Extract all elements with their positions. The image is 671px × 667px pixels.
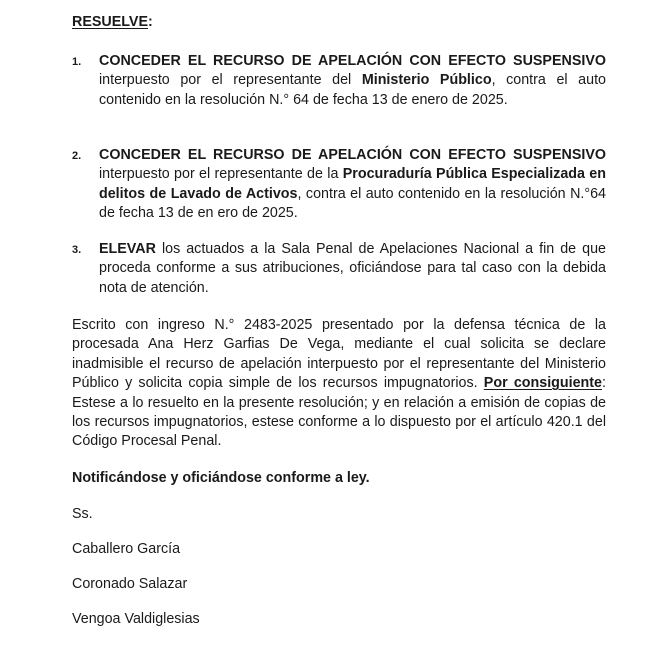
item-body — [99, 146, 606, 224]
item-body — [99, 52, 606, 110]
item-number: 2. — [72, 150, 82, 162]
item-text: los actuados a la Sala Penal de Apelaciones Nacional a fin de que proceda conforme a sus atribuciones, oficiándose para tal caso con la debida nota de atención. — [99, 241, 606, 296]
item-bold-lead: ELEVAR — [99, 241, 156, 257]
resuelve-colon: : — [148, 14, 153, 30]
signatory: Coronado Salazar — [72, 576, 188, 592]
item-bold-entity: Procuraduría Pública Especializada en delitos de Lavado de Activos — [99, 166, 606, 202]
resuelve-heading — [72, 14, 153, 30]
item-number: 3. — [72, 244, 82, 256]
item-bold-entity: Ministerio Público — [361, 72, 492, 89]
item-bold-lead: CONCEDER EL RECURSO DE APELACIÓN CON EFECTO SUSPENSIVO — [99, 147, 606, 163]
item-text: , contra el auto contenido en la resolución N.° 64 de fecha 13 de enero de 2025. — [99, 72, 607, 108]
por-consiguiente: Por consiguiente — [483, 375, 603, 392]
resolution-item-2 — [72, 146, 606, 224]
item-text: interpuesto por el representante del — [99, 72, 362, 89]
escrito-paragraph — [72, 316, 606, 452]
signatory: Vengoa Valdiglesias — [72, 611, 200, 627]
escrito-text: Escrito con ingreso N.° 2483-2025 presentado por la defensa técnica de la procesada Ana Herz Garfias De Vega, mediante el cual solicita se declare inadmisible el recurso de apelación interpuesto por el representante del Ministerio Público y solicita copia simple de los recursos impugnatorios. — [72, 317, 606, 392]
item-number: 1. — [72, 56, 82, 68]
signatory: Caballero García — [72, 541, 181, 557]
item-body — [99, 240, 606, 298]
item-text: interpuesto por el representante de la — [99, 166, 343, 183]
resolution-item-1 — [72, 52, 606, 110]
escrito-text: : Estese a lo resuelto en la presente resolución; y en relación a emisión de copias de los recursos impugnatorios, estese conforme a lo dispuesto por el artículo 420.1 del Código Procesal Penal. — [72, 375, 606, 450]
item-text: , contra el auto contenido en la resolución N.°64 de fecha 13 de en ero de 2025. — [99, 185, 606, 222]
item-bold-lead: CONCEDER EL RECURSO DE APELACIÓN CON EFECTO SUSPENSIVO — [99, 53, 606, 69]
resolution-item-3 — [72, 240, 606, 298]
closing-line: Notificándose y oficiándose conforme a ley. — [72, 470, 370, 486]
resuelve-label: RESUELVE — [72, 14, 149, 30]
salutation: Ss. — [72, 506, 93, 522]
